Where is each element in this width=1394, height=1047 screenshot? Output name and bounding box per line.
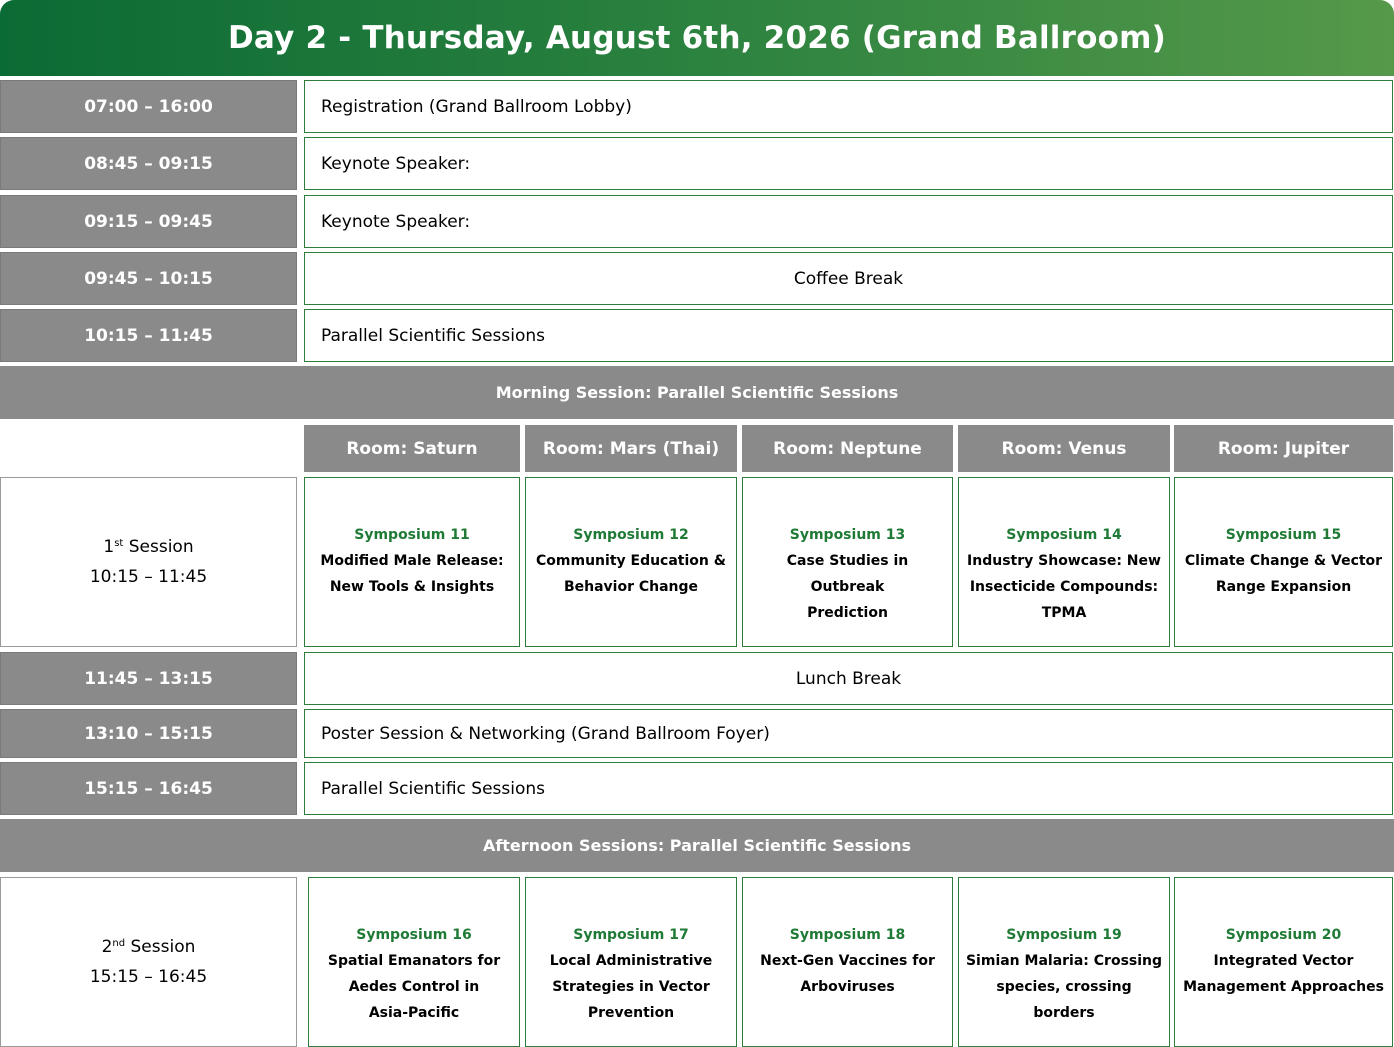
symposium-title-line: Range Expansion (1215, 579, 1352, 595)
row-content: Registration (Grand Ballroom Lobby) (304, 80, 1393, 133)
symposium-title-line: Simian Malaria: Crossing (965, 953, 1163, 969)
symposium-title-line: species, crossing borders (996, 979, 1132, 1021)
row-content: Keynote Speaker: (304, 137, 1393, 190)
symposium-name: Symposium 12 (573, 527, 689, 543)
symposium-title-line: Prediction (807, 605, 888, 621)
row-time: 10:15 – 11:45 (0, 309, 297, 362)
row-time: 07:00 – 16:00 (0, 80, 297, 133)
session-2-word: Session (130, 937, 196, 957)
symposium-title-line: Behavior Change (563, 579, 699, 595)
symposium-card (958, 477, 1170, 647)
symposium-card (1174, 477, 1393, 647)
symposium-title-line: Next-Gen Vaccines for (760, 953, 935, 969)
symposium-card (525, 877, 737, 1047)
session-2-time: 15:15 – 16:45 (89, 967, 208, 987)
symposium-title-line: Local Administrative (549, 953, 713, 969)
row-content: Parallel Scientific Sessions (304, 309, 1393, 362)
symposium-card (958, 877, 1170, 1047)
session-2-suffix: nd (112, 938, 126, 949)
symposium-title-line: Insecticide Compounds: (969, 579, 1159, 595)
row-time: 09:15 – 09:45 (0, 195, 297, 248)
row-time: 08:45 – 09:15 (0, 137, 297, 190)
symposium-card (742, 877, 953, 1047)
row-content: Lunch Break (304, 652, 1393, 705)
session-2-label (0, 877, 297, 1047)
symposium-title-line: Spatial Emanators for (327, 953, 501, 969)
symposium-title-line: Community Education & (536, 553, 726, 569)
session-1-label (0, 477, 297, 647)
symposium-title-line: TPMA (1041, 605, 1087, 621)
symposium-title-line: Industry Showcase: New (967, 553, 1161, 569)
session-1-time: 10:15 – 11:45 (89, 567, 208, 587)
row-content: Keynote Speaker: (304, 195, 1393, 248)
row-content: Parallel Scientific Sessions (304, 762, 1393, 815)
symposium-title-line: Case Studies in Outbreak (786, 553, 909, 595)
room-header-jupiter: Room: Jupiter (1174, 425, 1393, 472)
morning-session-banner: Morning Session: Parallel Scientific Sessions (0, 366, 1394, 419)
row-time: 11:45 – 13:15 (0, 652, 297, 705)
room-header-saturn: Room: Saturn (304, 425, 520, 472)
symposium-name: Symposium 11 (354, 527, 470, 543)
symposium-title-line: Climate Change & Vector (1184, 553, 1383, 569)
session-1-number: 1 (103, 537, 115, 557)
symposium-name: Symposium 14 (1006, 527, 1122, 543)
symposium-title-line: Management Approaches (1183, 979, 1384, 995)
room-header-venus: Room: Venus (958, 425, 1170, 472)
symposium-title-line: Strategies in Vector (552, 979, 710, 995)
symposium-card (308, 877, 520, 1047)
symposium-name: Symposium 15 (1225, 527, 1342, 543)
symposium-name: Symposium 19 (1006, 927, 1122, 943)
symposium-title-line: Aedes Control in (348, 979, 480, 995)
session-1-suffix: st (114, 538, 124, 549)
symposium-title-line: Modified Male Release: (320, 553, 504, 569)
symposium-card (304, 477, 520, 647)
symposium-name: Symposium 16 (356, 927, 472, 943)
row-time: 15:15 – 16:45 (0, 762, 297, 815)
room-header-neptune: Room: Neptune (742, 425, 953, 472)
symposium-card (525, 477, 737, 647)
symposium-title-line: Integrated Vector (1213, 953, 1354, 969)
symposium-name: Symposium 13 (789, 527, 906, 543)
row-content: Coffee Break (304, 252, 1393, 305)
session-2-heading (102, 932, 196, 962)
symposium-title-line: Prevention (587, 1005, 675, 1021)
session-1-heading (103, 532, 193, 562)
session-1-word: Session (128, 537, 194, 557)
row-content: Poster Session & Networking (Grand Ballroom Foyer) (304, 709, 1393, 758)
symposium-card (742, 477, 953, 647)
symposium-title-line: Arboviruses (800, 979, 895, 995)
symposium-title-line: Asia-Pacific (368, 1005, 460, 1021)
symposium-name: Symposium 20 (1225, 927, 1342, 943)
symposium-title-line: New Tools & Insights (329, 579, 495, 595)
afternoon-session-banner: Afternoon Sessions: Parallel Scientific Sessions (0, 819, 1394, 872)
page-title: Day 2 - Thursday, August 6th, 2026 (Grand Ballroom) (0, 0, 1394, 76)
symposium-name: Symposium 17 (573, 927, 689, 943)
session-2-number: 2 (101, 937, 113, 957)
symposium-name: Symposium 18 (789, 927, 906, 943)
row-time: 09:45 – 10:15 (0, 252, 297, 305)
row-time: 13:10 – 15:15 (0, 709, 297, 758)
room-header-mars: Room: Mars (Thai) (525, 425, 737, 472)
symposium-card (1174, 877, 1393, 1047)
